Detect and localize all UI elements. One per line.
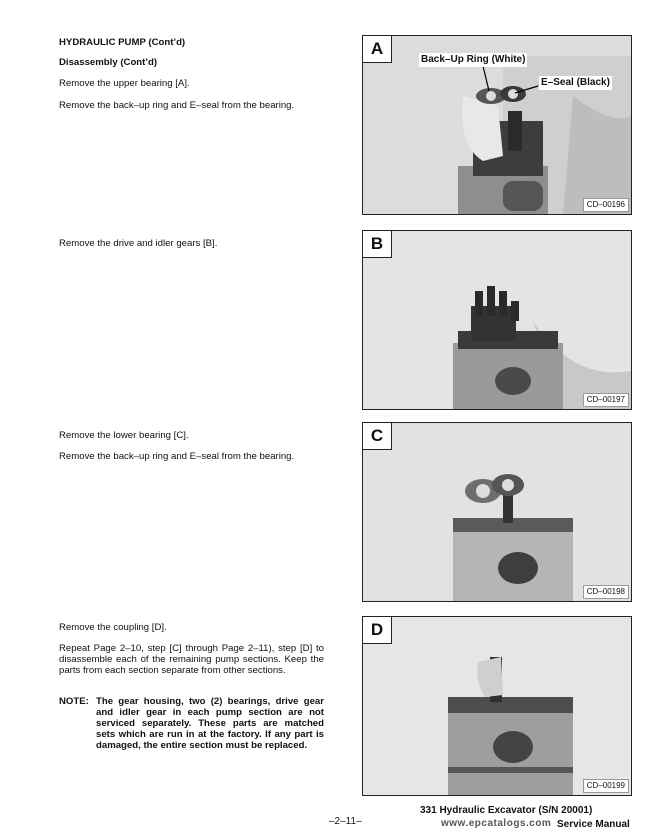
figure-b-letter: B (363, 231, 392, 258)
note-label: NOTE: (59, 696, 89, 707)
figure-a-code: CD–00196 (583, 198, 629, 212)
footer-page-number: –2–11– (329, 816, 362, 827)
step-c-2: Remove the back–up ring and E–seal from the bearing. (59, 451, 295, 462)
footer-watermark: www.epcatalogs.com (441, 818, 552, 829)
step-a-1: Remove the upper bearing [A]. (59, 78, 190, 89)
figure-b-code: CD–00197 (583, 393, 629, 407)
figure-c (362, 422, 632, 602)
footer-title: 331 Hydraulic Excavator (S/N 20001) (420, 805, 593, 816)
figure-d-letter: D (363, 617, 392, 644)
figure-d-code: CD–00199 (583, 779, 629, 793)
note-block (59, 696, 324, 751)
figure-c-letter: C (363, 423, 392, 450)
figure-c-code: CD–00198 (583, 585, 629, 599)
callout-backup-ring: Back–Up Ring (White) (421, 54, 526, 65)
section-subheading: Disassembly (Cont’d) (59, 57, 158, 68)
figure-d (362, 616, 632, 796)
figure-a-letter: A (363, 36, 392, 63)
footer-manual: Service Manual (557, 819, 630, 830)
step-b-1: Remove the drive and idler gears [B]. (59, 238, 218, 249)
step-c-1: Remove the lower bearing [C]. (59, 430, 189, 441)
section-heading: HYDRAULIC PUMP (Cont’d) (59, 37, 186, 48)
figure-b (362, 230, 632, 410)
step-d-1: Remove the coupling [D]. (59, 622, 167, 633)
figure-c-photo (363, 423, 631, 601)
figure-a (362, 35, 632, 215)
note-text: The gear housing, two (2) bearings, drive gear and idler gear in each pump section are not serviced separately. These parts are matched sets which are run in at the factory. If any part is damaged, the entire section must be replaced. (96, 696, 324, 751)
step-a-2: Remove the back–up ring and E–seal from the bearing. (59, 100, 295, 111)
step-d-2: Repeat Page 2–10, step [C] through Page 2–11), step [D] to disassemble each of the remaining pump sections. Keep the parts from each section separate from other sections. (59, 643, 324, 676)
figure-b-photo (363, 231, 631, 409)
callout-e-seal: E–Seal (Black) (541, 77, 610, 88)
figure-d-photo (363, 617, 631, 795)
